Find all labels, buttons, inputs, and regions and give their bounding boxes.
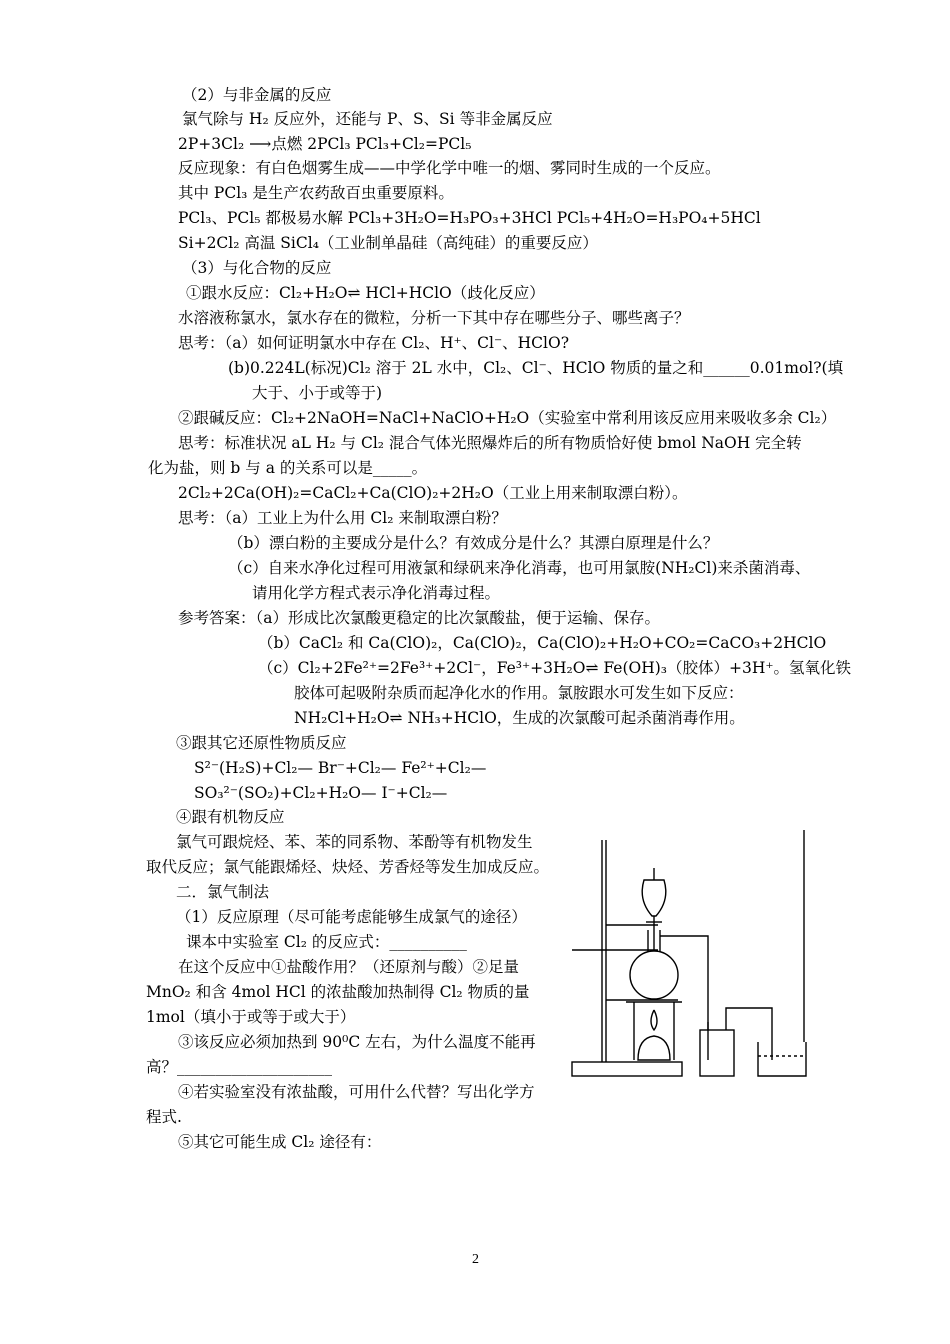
text-line: 水溶液称氯水，氯水存在的微粒，分析一下其中存在哪些分子、哪些离子？ [178, 309, 690, 327]
question-line: 课本中实验室 Cl₂ 的反应式：__________ [186, 933, 467, 951]
question-line: 化为盐，则 b 与 a 的关系可以是_____。 [148, 459, 428, 477]
question-line: (b)0.224L(标况)Cl₂ 溶于 2L 水中，Cl₂、Cl⁻、HClO 物质的量之和______0.01mol?(填 [228, 359, 844, 377]
answer-line: NH₂Cl+H₂O⇌ NH₃+HClO，生成的次氯酸可起杀菌消毒作用。 [294, 709, 745, 727]
question-line: MnO₂ 和含 4mol HCl 的浓盐酸加热制得 Cl₂ 物质的量 [146, 983, 530, 1001]
equation-line: SO₃²⁻(SO₂)+Cl₂+H₂O— I⁻+Cl₂— [194, 784, 448, 802]
text-line: 氯气可跟烷烃、苯、苯的同系物、苯酚等有机物发生 [176, 833, 533, 851]
question-line: 程式. [146, 1108, 182, 1126]
text-line: 反应现象：有白色烟雾生成——中学化学中唯一的烟、雾同时生成的一个反应。 [178, 159, 721, 177]
question-line: （b）漂白粉的主要成分是什么？有效成分是什么？其漂白原理是什么？ [228, 534, 719, 552]
answer-line: 胶体可起吸附杂质而起净化水的作用。氯胺跟水可发生如下反应： [294, 684, 744, 702]
text-line: 其中 PCl₃ 是生产农药敌百虫重要原料。 [178, 184, 454, 202]
question-line: （c）自来水净化过程可用液氯和绿矾来净化消毒，也可用氯胺(NH₂Cl)来杀菌消毒、 [228, 559, 811, 577]
text-line: （2）与非金属的反应 [182, 86, 332, 104]
question-line: 1mol（填小于或等于或大于） [146, 1008, 356, 1026]
section-heading: 二．氯气制法 [176, 883, 270, 901]
equation-line: S²⁻(H₂S)+Cl₂— Br⁻+Cl₂— Fe²⁺+Cl₂— [194, 759, 487, 777]
question-line: 大于、小于或等于) [252, 384, 383, 402]
equation-line: ②跟碱反应：Cl₂+2NaOH=NaCl+NaClO+H₂O（实验室中常利用该反应用来吸收多余 Cl₂） [178, 409, 837, 427]
answer-line: （b）CaCl₂ 和 Ca(ClO)₂，Ca(ClO)₂，Ca(ClO)₂+H₂O+CO₂=CaCO₃+2HClO [258, 634, 827, 652]
text-line: ④跟有机物反应 [176, 808, 285, 826]
equation-line: 2P+3Cl₂ ⟶点燃 2PCl₃ PCl₃+Cl₂=PCl₅ [178, 135, 472, 153]
question-line: 高？____________________ [146, 1058, 333, 1076]
chlorine-apparatus-figure [568, 830, 818, 1090]
answer-line: 参考答案：（a）形成比次氯酸更稳定的比次氯酸盐，便于运输、保存。 [178, 609, 660, 627]
question-line: 思考：（a）如何证明氯水中存在 Cl₂、H⁺、Cl⁻、HClO? [178, 334, 569, 352]
question-line: 思考：（a）工业上为什么用 Cl₂ 来制取漂白粉？ [178, 509, 507, 527]
text-line: 氯气除与 H₂ 反应外，还能与 P、S、Si 等非金属反应 [182, 110, 553, 128]
question-line: ③该反应必须加热到 90⁰C 左右，为什么温度不能再 [178, 1033, 536, 1051]
equation-line: Si+2Cl₂ 高温 SiCl₄（工业制单晶硅（高纯硅）的重要反应） [178, 234, 598, 252]
equation-line: ①跟水反应：Cl₂+H₂O⇌ HCl+HClO（歧化反应） [186, 284, 545, 302]
page-number: 2 [472, 1252, 479, 1267]
question-line: ⑤其它可能生成 Cl₂ 途径有： [178, 1133, 382, 1151]
text-line: （3）与化合物的反应 [182, 259, 332, 277]
question-line: 思考：标准状况 aL H₂ 与 Cl₂ 混合气体光照爆炸后的所有物质恰好使 bmol NaOH 完全转 [178, 434, 802, 452]
equation-line: PCl₃、PCl₅ 都极易水解 PCl₃+3H₂O=H₃PO₃+3HCl PCl₅+4H₂O=H₃PO₄+5HCl [178, 209, 761, 227]
text-line: ③跟其它还原性物质反应 [176, 734, 347, 752]
question-line: 请用化学方程式表示净化消毒过程。 [252, 584, 501, 602]
answer-line: （c）Cl₂+2Fe²⁺=2Fe³⁺+2Cl⁻，Fe³⁺+3H₂O⇌ Fe(OH)₃（胶体）+3H⁺。氢氧化铁 [258, 659, 852, 677]
equation-line: 2Cl₂+2Ca(OH)₂=CaCl₂+Ca(ClO)₂+2H₂O（工业上用来制取漂白粉）。 [178, 484, 688, 502]
text-line: （1）反应原理（尽可能考虑能够生成氯气的途径） [176, 908, 527, 926]
text-line: 取代反应；氯气能跟烯烃、炔烃、芳香烃等发生加成反应。 [146, 858, 550, 876]
question-line: ④若实验室没有浓盐酸，可用什么代替？写出化学方 [178, 1083, 535, 1101]
question-line: 在这个反应中①盐酸作用？（还原剂与酸）②足量 [178, 958, 520, 976]
